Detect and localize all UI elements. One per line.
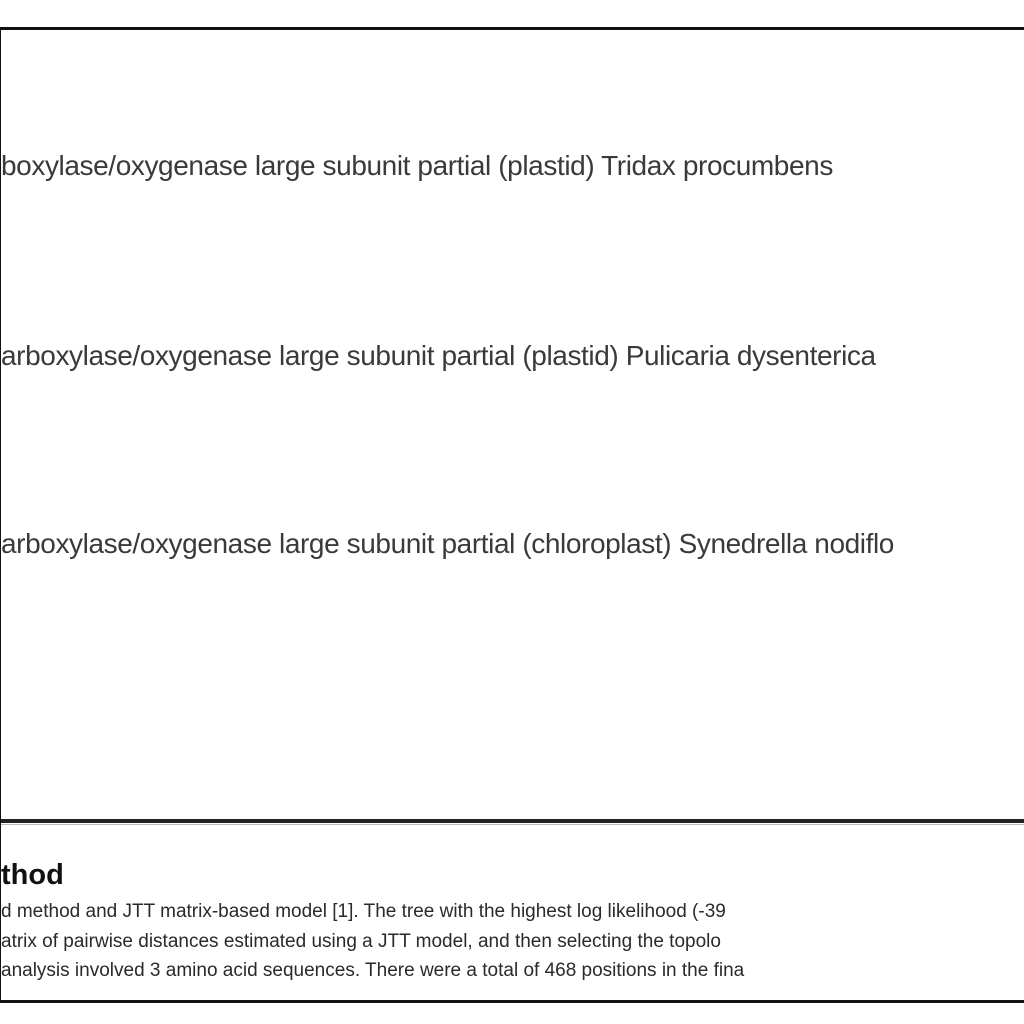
caption-heading: thod [1, 859, 64, 891]
caption-text-line: atrix of pairwise distances estimated using a JTT model, and then selecting the topolo [1, 931, 721, 952]
taxon-label-pulicaria-dysenterica[interactable]: arboxylase/oxygenase large subunit partial (plastid) Pulicaria dysenterica [1, 340, 876, 371]
caption-panel [1, 827, 1024, 1002]
taxon-label-synedrella-nodiflora[interactable]: arboxylase/oxygenase large subunit partial (chloroplast) Synedrella nodiflo [1, 528, 894, 559]
tree-panel [1, 30, 1024, 822]
caption-text-line: analysis involved 3 amino acid sequences. There were a total of 468 positions in the fina [1, 960, 745, 981]
taxon-label-tridax-procumbens[interactable]: boxylase/oxygenase large subunit partial (plastid) Tridax procumbens [1, 150, 833, 181]
caption-divider [1, 819, 1024, 823]
tree-viewer-window [0, 27, 1024, 1003]
caption-divider-shadow [1, 824, 1024, 825]
caption-text-line: d method and JTT matrix-based model [1]. The tree with the highest log likelihood (-39 [1, 901, 726, 922]
